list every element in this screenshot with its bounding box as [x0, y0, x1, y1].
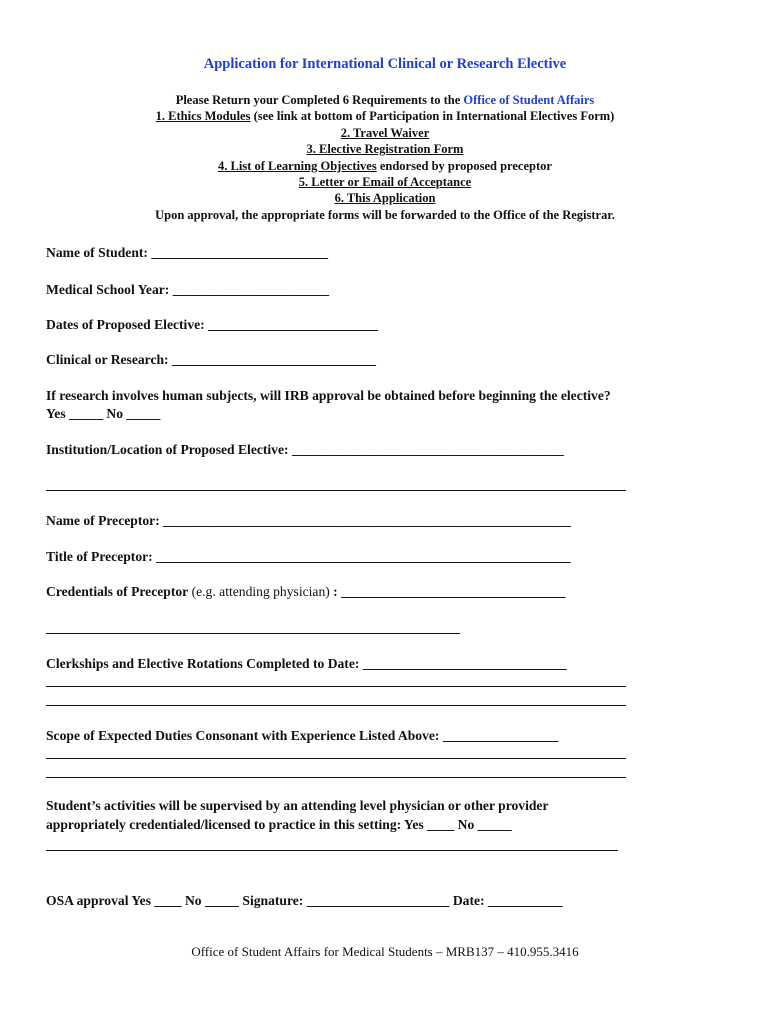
student-name-field[interactable]: Name of Student: __________________________ [46, 245, 329, 260]
elective-dates-field[interactable]: Dates of Proposed Elective: _________________________ [46, 317, 379, 332]
requirement-2 [0, 125, 770, 141]
scope-line-3[interactable] [46, 777, 626, 778]
clerkships-line-2[interactable] [46, 686, 626, 687]
preceptor-title-field[interactable]: Title of Preceptor: _____________________________________________________________ [46, 549, 571, 564]
requirement-4 [0, 158, 770, 174]
supervision-continuation-line[interactable] [46, 850, 618, 851]
requirement-4-note: endorsed by proposed preceptor [376, 158, 552, 173]
institution-continuation-line[interactable] [46, 490, 626, 491]
credentials-label: Credentials of Preceptor [46, 584, 189, 599]
requirement-5 [0, 174, 770, 190]
learning-objectives-link[interactable]: 4. List of Learning Objectives [218, 158, 377, 173]
footer-contact: Office of Student Affairs for Medical Students – MRB137 – 410.955.3416 [191, 944, 579, 959]
osa-approval-field[interactable]: OSA approval Yes ____ No _____ Signature: _____________________ Date: ___________ [46, 893, 563, 908]
clerkships-line-3[interactable] [46, 705, 626, 706]
acceptance-letter-link[interactable]: 5. Letter or Email of Acceptance [298, 175, 472, 190]
clinical-research-field[interactable]: Clinical or Research: ______________________________ [46, 352, 376, 367]
preceptor-name-field[interactable]: Name of Preceptor: ____________________________________________________________ [46, 513, 571, 528]
requirement-1 [0, 108, 770, 124]
approval-note: Upon approval, the appropriate forms will be forwarded to the Office of the Registrar. [155, 207, 615, 222]
credentials-continuation-line[interactable] [46, 633, 460, 634]
elective-registration-link[interactable]: 3. Elective Registration Form [306, 142, 464, 157]
requirements-header [0, 92, 770, 223]
form-title-text: Application for International Clinical or Research Elective [203, 56, 567, 72]
requirement-3 [0, 141, 770, 157]
this-application-link[interactable]: 6. This Application [334, 191, 436, 206]
school-year-field[interactable]: Medical School Year: _______________________ [46, 282, 330, 297]
scope-field[interactable]: Scope of Expected Duties Consonant with Experience Listed Above: _________________ [46, 728, 559, 743]
requirement-1-note: (see link at bottom of Participation in International Electives Form) [250, 109, 615, 124]
ethics-modules-link[interactable]: 1. Ethics Modules [155, 109, 251, 124]
clerkships-field[interactable]: Clerkships and Elective Rotations Completed to Date: ______________________________ [46, 656, 567, 671]
irb-question: If research involves human subjects, will IRB approval be obtained before beginning the elective? [46, 388, 611, 403]
return-prefix: Please Return your Completed 6 Requirements to the [175, 93, 464, 107]
office-link[interactable]: Office of Student Affairs [463, 93, 595, 107]
irb-answer-field[interactable]: Yes _____ No _____ [46, 406, 161, 421]
scope-line-2[interactable] [46, 758, 626, 759]
travel-waiver-link[interactable]: 2. Travel Waiver [340, 125, 430, 140]
form-title [0, 56, 770, 73]
supervision-answer-field[interactable]: appropriately credentialed/licensed to practice in this setting: Yes ____ No _____ [46, 817, 512, 832]
requirement-6 [0, 190, 770, 206]
institution-field[interactable]: Institution/Location of Proposed Elective: ________________________________________ [46, 442, 564, 457]
supervision-statement: Student’s activities will be supervised by an attending level physician or other provider [46, 798, 549, 813]
credentials-example: (e.g. attending physician) [188, 584, 334, 599]
preceptor-credentials-field[interactable] [46, 583, 565, 601]
return-instruction [0, 92, 770, 108]
credentials-blank[interactable]: : _________________________________ [333, 584, 566, 599]
